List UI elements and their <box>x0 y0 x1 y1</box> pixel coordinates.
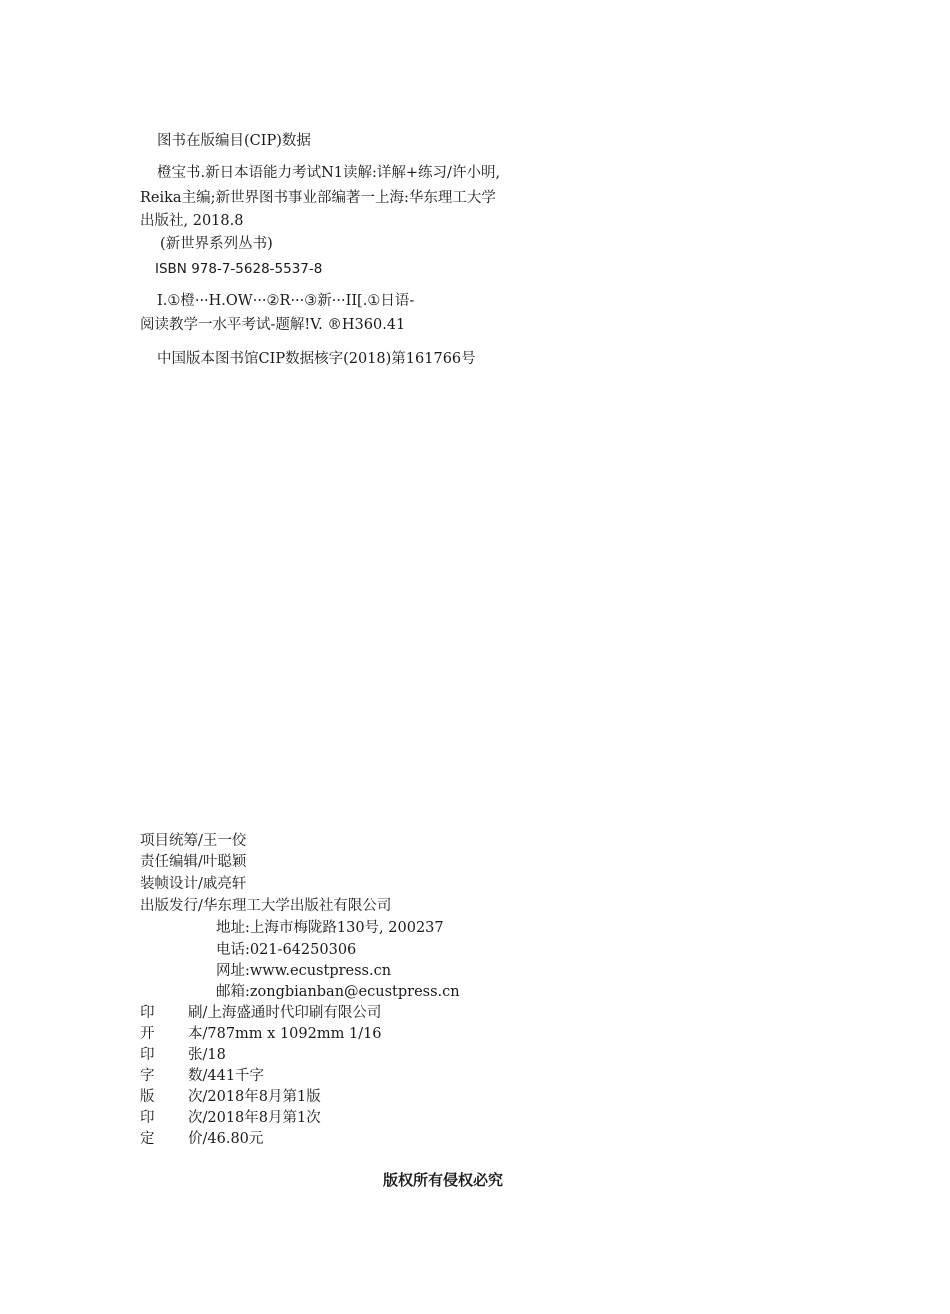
cip-line-isbn: ISBN 978-7-5628-5537-8 <box>155 261 323 277</box>
credit-publisher: 出版发行/华东理工大学出版社有限公司 <box>140 898 392 914</box>
copyright-notice: 版权所有侵权必究 <box>383 1171 504 1189</box>
cip-heading: 图书在版编目(CIP)数据 <box>157 133 311 149</box>
cip-line-classification: I.①橙···H.OW···②R···③新···II[.①日语- <box>157 293 415 309</box>
credit-email: 邮箱:zongbianban@ecustpress.cn <box>216 984 460 1000</box>
spec-key: 字 <box>140 1068 155 1084</box>
spec-value: 刷/上海盛通时代印刷有限公司 <box>188 1005 382 1021</box>
credit-designer: 装帧设计/戚亮轩 <box>140 876 247 892</box>
spec-key: 定 <box>140 1131 155 1147</box>
spec-value: 次/2018年8月第1版 <box>188 1089 321 1105</box>
spec-value: 次/2018年8月第1次 <box>188 1110 321 1126</box>
cip-line-classification-cont: 阅读教学一水平考试-题解!V. ®H360.41 <box>140 317 406 333</box>
spec-key: 版 <box>140 1089 155 1105</box>
spec-key: 印 <box>140 1047 155 1063</box>
cip-line-record-number: 中国版本图书馆CIP数据核字(2018)第161766号 <box>157 351 476 367</box>
spec-key: 印 <box>140 1005 155 1021</box>
spec-value: 本/787mm x 1092mm 1/16 <box>188 1026 382 1042</box>
credit-website: 网址:www.ecustpress.cn <box>216 963 392 979</box>
credit-address: 地址:上海市梅陇路130号, 200237 <box>216 920 444 936</box>
credit-editor: 责任编辑/叶聪颖 <box>140 854 247 870</box>
spec-value: 张/18 <box>188 1047 226 1063</box>
spec-key: 开 <box>140 1026 155 1042</box>
credit-planner: 项目统筹/王一佼 <box>140 833 247 849</box>
spec-value: 数/441千字 <box>188 1068 265 1084</box>
cip-line-publisher: 出版社, 2018.8 <box>140 213 244 229</box>
spec-key: 印 <box>140 1110 155 1126</box>
cip-line-authors: Reika主编;新世界图书事业部编著一上海:华东理工大学 <box>140 190 496 206</box>
cip-line-series: (新世界系列丛书) <box>160 236 273 252</box>
credit-phone: 电话:021-64250306 <box>216 942 357 958</box>
cip-line-title: 橙宝书.新日本语能力考试N1读解:详解+练习/许小明, <box>157 165 501 181</box>
spec-value: 价/46.80元 <box>188 1131 264 1147</box>
